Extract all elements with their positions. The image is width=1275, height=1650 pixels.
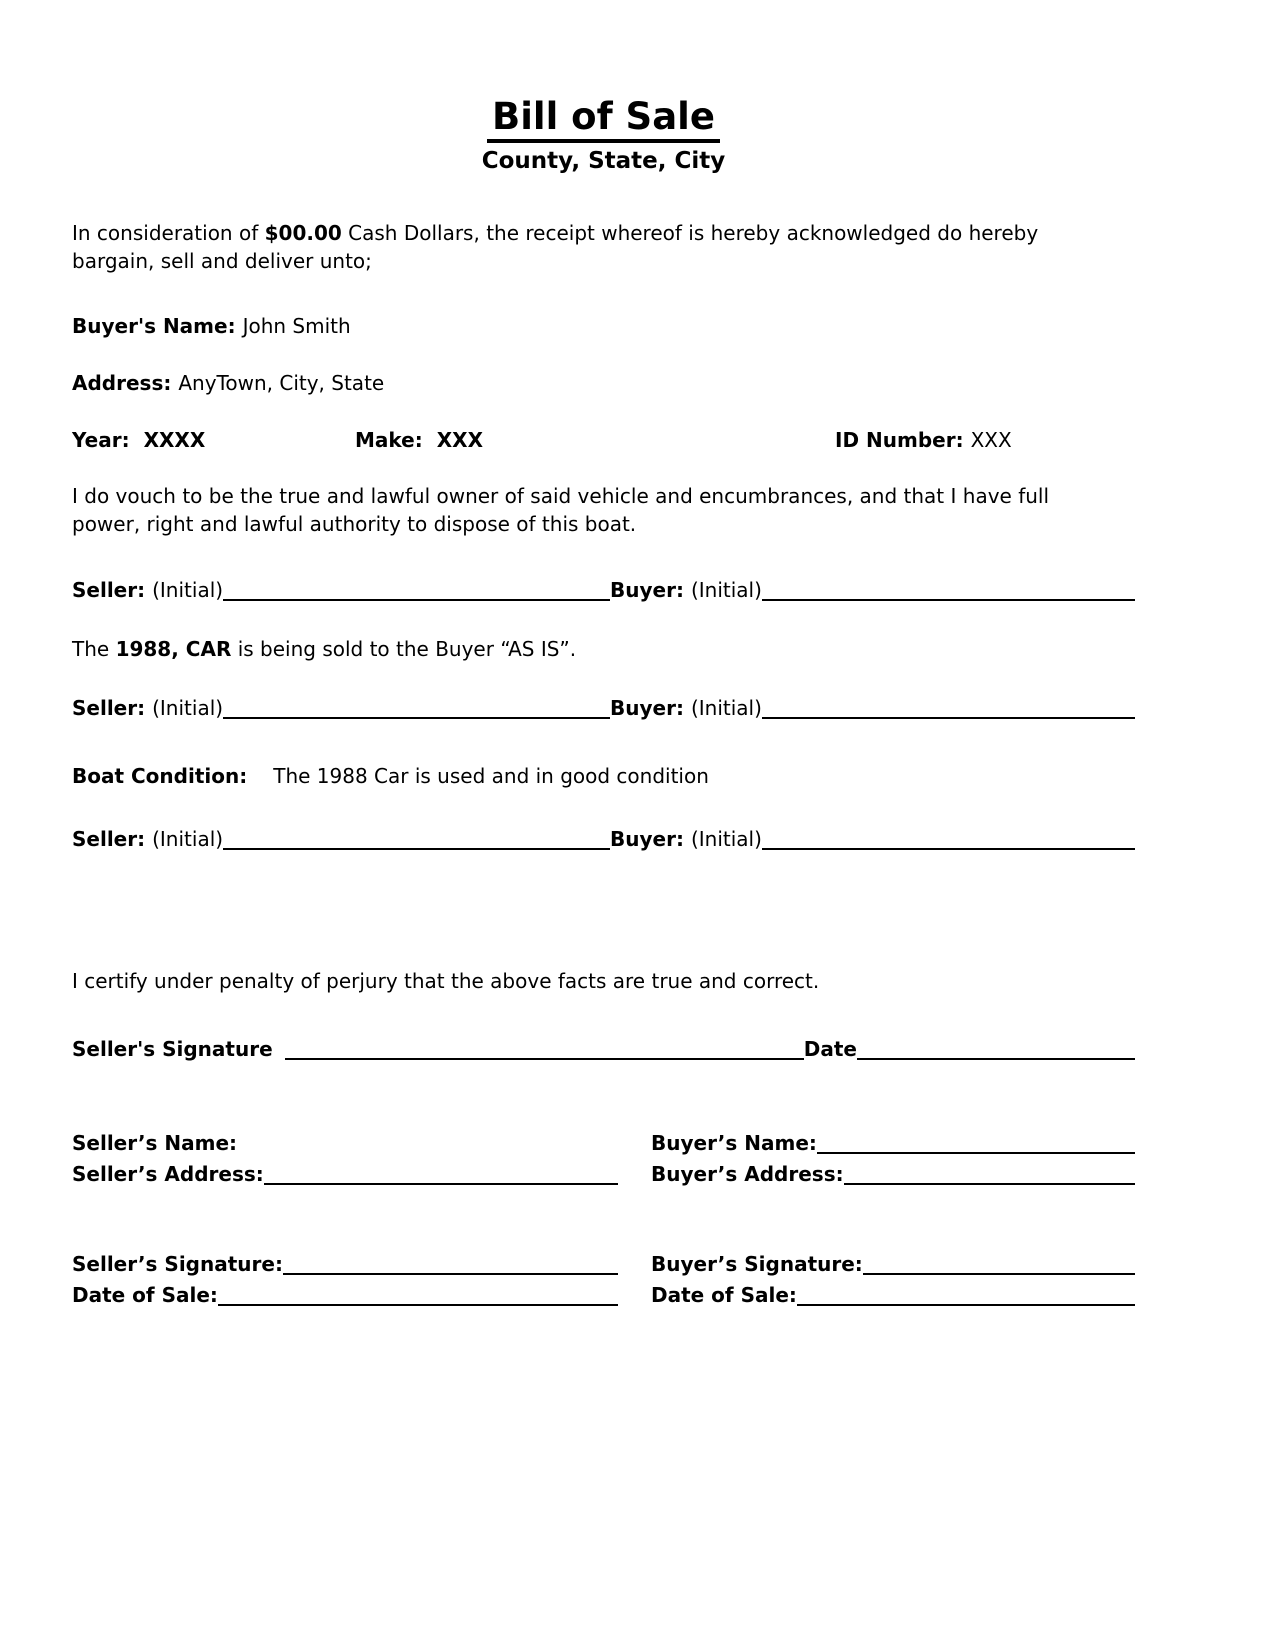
buyer-column xyxy=(651,1126,1135,1309)
buyer-name-value: John Smith xyxy=(242,314,351,338)
intro-line-2: bargain, sell and deliver unto; xyxy=(72,249,372,273)
condition-row xyxy=(72,762,1135,790)
seller-initial-segment xyxy=(72,825,610,853)
seller-address-label: Seller’s Address: xyxy=(72,1162,264,1186)
buyer-initial-line xyxy=(762,709,1135,719)
buyer-initial-line xyxy=(762,840,1135,850)
buyer-initial-hint: (Initial) xyxy=(690,827,762,851)
parties-section xyxy=(72,1126,1135,1309)
seller-initial-line xyxy=(223,840,610,850)
buyer-name-line xyxy=(817,1144,1135,1154)
buyer-signature-row xyxy=(651,1247,1135,1278)
buyer-label: Buyer: xyxy=(610,696,684,720)
buyer-label: Buyer: xyxy=(610,578,684,602)
seller-initial-hint: (Initial) xyxy=(152,827,224,851)
make-label: Make: xyxy=(355,428,423,452)
as-is-row xyxy=(72,635,1135,663)
as-is-vehicle: 1988, CAR xyxy=(115,637,232,661)
seller-date-of-sale-label: Date of Sale: xyxy=(72,1283,218,1307)
buyer-initial-segment xyxy=(610,694,1135,722)
make-value: XXX xyxy=(436,428,483,452)
as-is-text: is being sold to the Buyer “AS IS”. xyxy=(231,637,577,661)
seller-column xyxy=(72,1126,618,1309)
buyer-address-label: Buyer’s Address: xyxy=(651,1162,844,1186)
buyer-date-of-sale-label: Date of Sale: xyxy=(651,1283,797,1307)
seller-initial-line xyxy=(223,591,610,601)
buyer-date-of-sale-row xyxy=(651,1278,1135,1309)
seller-date-of-sale-row xyxy=(72,1278,618,1309)
initials-row-3 xyxy=(72,825,1135,853)
seller-label: Seller: xyxy=(72,578,146,602)
vouch-line-2: power, right and lawful authority to dispose of this boat. xyxy=(72,512,637,536)
seller-date-of-sale-line xyxy=(218,1296,618,1306)
address-label: Address: xyxy=(72,371,172,395)
seller-label: Seller: xyxy=(72,696,146,720)
page-subtitle: County, State, City xyxy=(481,148,726,174)
seller-address-line xyxy=(264,1175,618,1185)
buyer-address-line xyxy=(844,1175,1135,1185)
intro-paragraph xyxy=(72,219,1135,275)
seller-signature-row xyxy=(72,1035,1135,1063)
seller-initial-segment xyxy=(72,576,610,604)
seller-initial-segment xyxy=(72,694,610,722)
address-value: AnyTown, City, State xyxy=(178,371,385,395)
vehicle-row xyxy=(72,426,1135,454)
seller-initial-line xyxy=(223,709,610,719)
address-row xyxy=(72,369,1135,397)
intro-line-1 xyxy=(72,219,1135,247)
buyer-date-of-sale-line xyxy=(797,1296,1135,1306)
buyer-name-row xyxy=(72,312,1135,340)
year-label: Year: xyxy=(72,428,130,452)
id-number-value: XXX xyxy=(970,428,1012,452)
seller-label: Seller: xyxy=(72,827,146,851)
seller-signature-label: Seller's Signature xyxy=(72,1037,273,1061)
page-title: Bill of Sale xyxy=(487,96,720,143)
buyer-label: Buyer: xyxy=(610,827,684,851)
vehicle-make xyxy=(355,426,835,454)
buyer-initial-line xyxy=(762,591,1135,601)
vouch-paragraph xyxy=(72,482,1135,538)
date-line xyxy=(857,1050,1135,1060)
condition-value: The 1988 Car is used and in good condition xyxy=(273,764,709,788)
buyer-initial-segment xyxy=(610,576,1135,604)
buyer-name-label: Buyer's Name: xyxy=(72,314,236,338)
vehicle-id xyxy=(835,426,1135,454)
year-value: XXXX xyxy=(143,428,206,452)
initials-row-2 xyxy=(72,694,1135,722)
seller-initial-hint: (Initial) xyxy=(152,696,224,720)
certification-statement: I certify under penalty of perjury that the above facts are true and correct. xyxy=(72,969,820,993)
intro-text: In consideration of xyxy=(72,221,265,245)
buyer-name-label-2: Buyer’s Name: xyxy=(651,1131,817,1155)
seller-signature-row-2 xyxy=(72,1247,618,1278)
id-number-label: ID Number: xyxy=(835,428,964,452)
vouch-line-1: I do vouch to be the true and lawful owner of said vehicle and encumbrances, and that I have full xyxy=(72,484,1050,508)
as-is-text: The xyxy=(72,637,116,661)
seller-signature-line-2 xyxy=(283,1265,618,1275)
buyer-initial-hint: (Initial) xyxy=(690,578,762,602)
seller-signature-label-2: Seller’s Signature: xyxy=(72,1252,283,1276)
initials-row-1 xyxy=(72,576,1135,604)
seller-name-label: Seller’s Name: xyxy=(72,1131,238,1155)
seller-name-row xyxy=(72,1126,618,1157)
date-label: Date xyxy=(803,1037,857,1061)
buyer-signature-line xyxy=(863,1265,1135,1275)
buyer-name-row-2 xyxy=(651,1126,1135,1157)
seller-initial-hint: (Initial) xyxy=(152,578,224,602)
buyer-initial-hint: (Initial) xyxy=(690,696,762,720)
seller-address-row xyxy=(72,1157,618,1188)
buyer-initial-segment xyxy=(610,825,1135,853)
vehicle-year xyxy=(72,426,355,454)
buyer-address-row xyxy=(651,1157,1135,1188)
seller-signature-line xyxy=(285,1050,804,1060)
intro-text: Cash Dollars, the receipt whereof is hereby acknowledged do hereby xyxy=(341,221,1039,245)
consideration-amount: $00.00 xyxy=(264,221,342,245)
buyer-signature-label: Buyer’s Signature: xyxy=(651,1252,863,1276)
condition-label: Boat Condition: xyxy=(72,764,248,788)
